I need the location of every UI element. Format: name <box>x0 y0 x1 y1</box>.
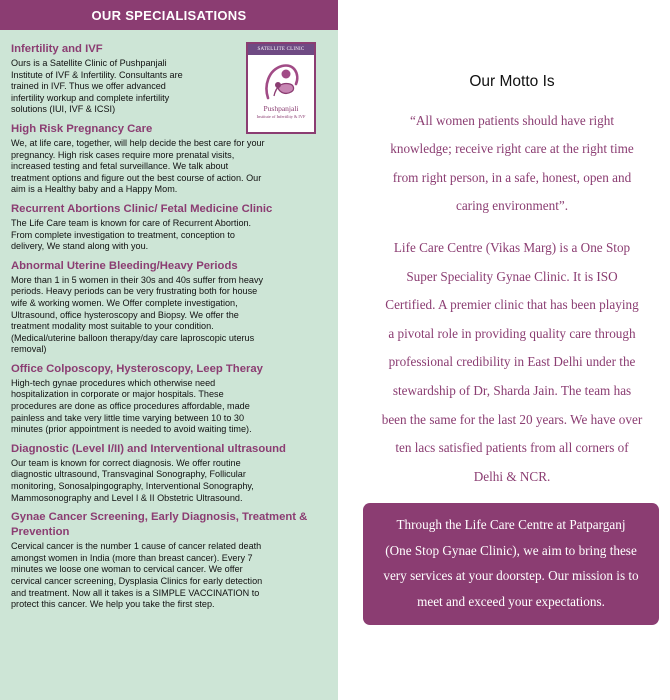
about-line: been the same for the last 20 years. We have over <box>381 411 643 427</box>
text-line: Institute of IVF & Infertility. Consultants are <box>11 69 183 80</box>
text-line: Mammosonography and Level I & II Obstetric Ultrasound. <box>11 492 243 503</box>
text-line: delivery, We stand along with you. <box>11 241 149 252</box>
section-title: Diagnostic (Level I/II) and Interventional ultrasound <box>11 442 286 455</box>
section-title: Recurrent Abortions Clinic/ Fetal Medicine Clinic <box>11 202 273 215</box>
about-line: professional credibility in East Delhi under the <box>388 354 636 370</box>
text-line: More than 1 in 5 women in their 30s and 40s suffer from heavy <box>11 274 264 285</box>
mission-line: very services at your doorstep. Our mission is to <box>383 568 639 584</box>
mission-text <box>363 512 659 614</box>
section-gynae-cancer-screening <box>11 510 316 611</box>
section-text <box>11 541 316 611</box>
text-line: minutes (prior appointment is needed to avoid waiting time). <box>11 424 252 435</box>
about-line: Super Speciality Gynae Clinic. It is ISO <box>406 268 618 284</box>
section-title: High Risk Pregnancy Care <box>11 122 153 135</box>
section-title: Infertility and IVF <box>11 43 103 55</box>
logo-band: SATELLITE CLINIC <box>248 44 314 55</box>
section-recurrent-abortions <box>11 202 316 253</box>
about-line: ten lacs satisfied patients from all corners of <box>395 440 629 456</box>
text-line: diagnostic ultrasound, Transvaginal Sonography, Follicular <box>11 469 246 480</box>
section-text <box>11 275 316 356</box>
section-text <box>11 58 241 116</box>
section-title: Office Colposcopy, Hysteroscopy, Leep Theray <box>11 362 263 375</box>
text-line: removal) <box>11 344 47 355</box>
section-text <box>11 458 316 504</box>
quote-line: from right person, in a safe, honest, open and <box>392 169 632 185</box>
text-line: painless and take very little time varying between 10 to 30 <box>11 412 245 423</box>
logo-tagline: Institute of Infertility & IVF <box>256 114 306 119</box>
logo-name: Pushpanjali <box>263 104 299 113</box>
text-line: pregnancy. High risk cases require more prenatal visits, <box>11 149 235 160</box>
motto-panel <box>354 0 670 700</box>
section-text <box>11 218 316 253</box>
about-line: stewardship of Dr, Sharda Jain. The team has <box>392 382 632 398</box>
specialisation-list <box>11 42 316 617</box>
text-line: Cervical cancer is the number 1 cause of cancer related death <box>11 541 262 552</box>
text-line: From complete investigation to treatment, conception to <box>11 229 235 240</box>
text-line: (Medical/uterine balloon therapy/day care laproscopic uterus <box>11 332 255 343</box>
section-title: Abnormal Uterine Bleeding/Heavy Periods <box>11 259 238 272</box>
text-line: Ultrasound, office hysteroscopy and Biopsy. We offer the <box>11 309 239 320</box>
text-line: Ours is a Satellite Clinic of Pushpanjali <box>11 58 167 68</box>
quote-line: caring environment”. <box>455 198 569 214</box>
text-line: treatment modality most suitable to your condition. <box>11 321 214 332</box>
section-text <box>11 378 316 436</box>
quote-line: knowledge; receive right care at the right time <box>390 141 634 157</box>
about-line: a pivotal role in providing quality care through <box>388 325 636 341</box>
section-title: Gynae Cancer Screening, Early Diagnosis, Treatment & Prevention <box>11 511 308 539</box>
section-office-colposcopy <box>11 362 316 436</box>
text-line: increased testing and fetal surveillance. We talk about <box>11 161 229 172</box>
text-line: protect this cancer. We help you take the first step. <box>11 599 215 610</box>
text-line: trained in IVF. Thus we offer advanced <box>11 81 166 92</box>
section-text <box>11 138 316 196</box>
section-high-risk-pregnancy <box>11 122 316 196</box>
text-line: periods. Heavy periods can be very frustrating both for house <box>11 286 258 297</box>
quote-line: “All women patients should have right <box>409 113 614 128</box>
about-line: Certified. A premier clinic that has been playing <box>385 297 639 313</box>
mission-line: Through the Life Care Centre at Patparganj <box>396 517 626 532</box>
text-line: solutions (IUI, IVF & ICSI) <box>11 104 116 115</box>
motto-quote <box>364 107 660 221</box>
about-clinic-text <box>364 234 660 491</box>
text-line: Our team is known for correct diagnosis. We offer routine <box>11 457 241 468</box>
text-line: aim is a Healthy baby and a Happy Mom. <box>11 184 178 195</box>
text-line: monitoring, Sonosalpingography, Interventional Sonography, <box>11 481 254 492</box>
motto-title: Our Motto Is <box>469 73 555 90</box>
text-line: High-tech gynae procedures which otherwise need <box>11 377 216 388</box>
text-line: procedures are done as office procedures affordable, made <box>11 401 250 412</box>
mission-line: (One Stop Gynae Clinic), we aim to bring these <box>385 542 637 558</box>
text-line: cervical cancer screening, Dysplasia Clinics for early detection <box>11 576 263 586</box>
text-line: The Life Care team is known for care of Recurrent Abortion. <box>11 217 252 228</box>
text-line: hospitalization in corporate or major hospitals. These <box>11 389 224 400</box>
text-line: and treatment. Now all it takes is a SIMPLE VACCINATION to <box>11 587 260 598</box>
text-line: amongst women in India (more than breast cancer). Every 7 <box>11 552 253 563</box>
text-line: treatment options and figure out the best course of action. Our <box>11 172 262 183</box>
about-line: Delhi & NCR. <box>473 468 551 484</box>
text-line: minutes we loose one woman to cervical cancer. We offer <box>11 564 243 575</box>
text-line: We, at life care, together, will help decide the best care for your <box>11 137 265 148</box>
mission-box <box>363 503 659 625</box>
text-line: infertility workup and complete infertility <box>11 92 170 103</box>
section-abnormal-bleeding <box>11 259 316 356</box>
mission-line: meet and exceed your expectations. <box>417 593 605 609</box>
about-line: Life Care Centre (Vikas Marg) is a One Stop <box>393 240 631 255</box>
section-diagnostic-ultrasound <box>11 442 316 504</box>
section-infertility-ivf <box>11 42 316 116</box>
specialisations-header: OUR SPECIALISATIONS <box>0 0 338 30</box>
text-line: wife & working women. We Offer complete investigation, <box>11 297 238 308</box>
